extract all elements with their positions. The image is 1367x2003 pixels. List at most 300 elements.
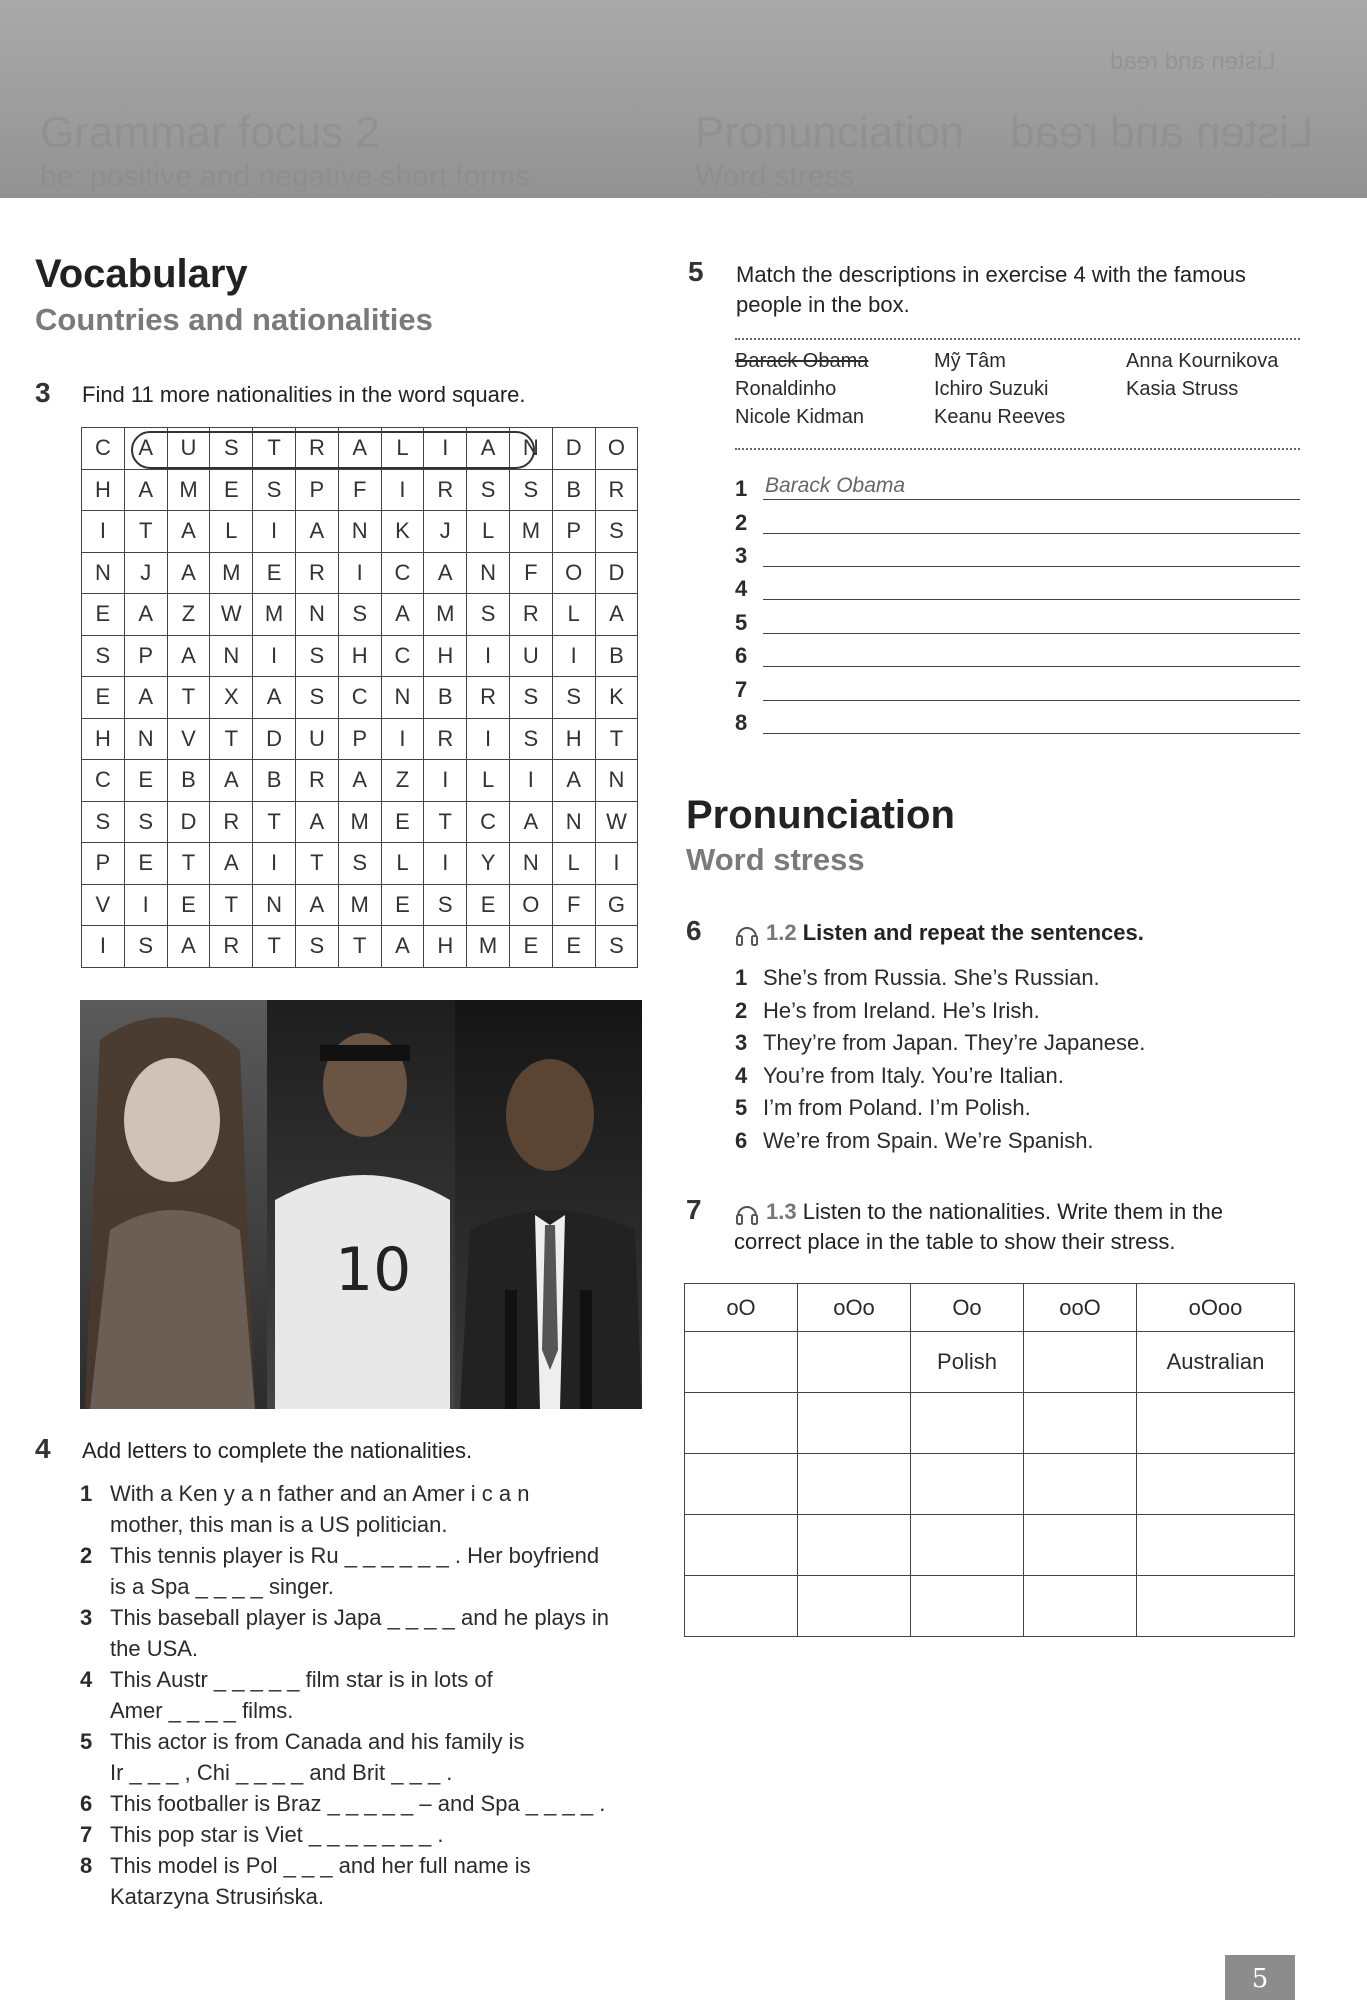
- ghost-text: Listen and read: [1010, 108, 1314, 157]
- word-square-cell[interactable]: M: [210, 552, 253, 594]
- item-number: 7: [80, 1822, 93, 1847]
- answer-number: 5: [735, 610, 748, 635]
- word-square-cell[interactable]: C: [381, 635, 424, 677]
- item-text: mother, this man is a US politician.: [110, 1512, 448, 1537]
- stress-cell[interactable]: [911, 1454, 1024, 1515]
- word-square-cell[interactable]: E: [467, 884, 510, 926]
- word-square-cell[interactable]: P: [124, 635, 167, 677]
- word-square-cell[interactable]: F: [552, 884, 595, 926]
- stress-cell[interactable]: [1137, 1515, 1295, 1576]
- word-square-cell[interactable]: S: [338, 843, 381, 885]
- word-square-cell[interactable]: A: [424, 552, 467, 594]
- list-item: [735, 995, 1295, 1028]
- item-number: 5: [80, 1729, 93, 1754]
- word-square-cell[interactable]: S: [253, 469, 296, 511]
- item-text: This actor is from Canada and his family is: [110, 1729, 525, 1754]
- word-square-cell[interactable]: X: [210, 677, 253, 719]
- stress-cell[interactable]: [798, 1454, 911, 1515]
- answer-number: 4: [735, 576, 748, 601]
- word-square-cell[interactable]: A: [595, 594, 638, 636]
- word-square-cell[interactable]: U: [167, 428, 210, 470]
- word-square-cell[interactable]: A: [509, 801, 552, 843]
- word-square-cell[interactable]: B: [595, 635, 638, 677]
- item-text: This baseball player is Japa _ _ _ _ and he plays in: [110, 1605, 609, 1630]
- word-square-cell[interactable]: S: [509, 677, 552, 719]
- item-number: 3: [80, 1605, 93, 1630]
- item-number: 6: [735, 1127, 748, 1153]
- word-square-cell[interactable]: I: [82, 926, 125, 968]
- word-square-cell[interactable]: A: [381, 594, 424, 636]
- word-square-cell[interactable]: Y: [467, 843, 510, 885]
- item-text: This footballer is Braz _ _ _ _ _ – and Spa _ _ _ _ .: [110, 1791, 606, 1816]
- word-square-cell[interactable]: T: [295, 843, 338, 885]
- word-square-cell[interactable]: R: [467, 677, 510, 719]
- word-square-cell[interactable]: I: [381, 718, 424, 760]
- answer-line[interactable]: [735, 537, 1300, 571]
- stress-header: ooO: [1024, 1284, 1137, 1332]
- word-square-cell[interactable]: H: [338, 635, 381, 677]
- ex4-list: [80, 1478, 650, 1912]
- word-square-cell[interactable]: J: [124, 552, 167, 594]
- item-text: She’s from Russia. She’s Russian.: [763, 965, 1100, 990]
- word-square-cell[interactable]: L: [210, 511, 253, 553]
- word-square-cell[interactable]: R: [509, 594, 552, 636]
- word-square-cell[interactable]: M: [338, 801, 381, 843]
- word-square-cell[interactable]: N: [124, 718, 167, 760]
- word-square-row: [82, 801, 638, 843]
- answer-number: 1: [735, 476, 748, 501]
- word-square-cell[interactable]: T: [338, 926, 381, 968]
- stress-cell[interactable]: [798, 1515, 911, 1576]
- stress-header: oOo: [798, 1284, 911, 1332]
- word-square-cell[interactable]: N: [253, 884, 296, 926]
- ghost-text: be: positive and negative short forms: [40, 160, 531, 193]
- stress-cell[interactable]: [798, 1332, 911, 1393]
- exercise-number: 3: [35, 377, 51, 408]
- word-square-cell[interactable]: M: [338, 884, 381, 926]
- word-square-cell[interactable]: I: [253, 843, 296, 885]
- instruction-line: people in the box.: [736, 292, 910, 317]
- word-square-cell[interactable]: O: [552, 552, 595, 594]
- stress-cell[interactable]: [1024, 1332, 1137, 1393]
- page-number: 5: [1225, 1955, 1295, 2000]
- list-item: [735, 962, 1295, 995]
- word-square-cell[interactable]: A: [381, 926, 424, 968]
- stress-cell[interactable]: [1024, 1454, 1137, 1515]
- word-square-cell[interactable]: T: [424, 801, 467, 843]
- word-square-cell[interactable]: S: [295, 677, 338, 719]
- word-square-cell[interactable]: S: [552, 677, 595, 719]
- item-number: 6: [80, 1791, 93, 1816]
- header-band: [0, 0, 1367, 198]
- word-square-cell[interactable]: S: [210, 428, 253, 470]
- word-square-cell[interactable]: U: [295, 718, 338, 760]
- word-square-cell[interactable]: T: [210, 718, 253, 760]
- list-item: [735, 1060, 1295, 1093]
- name-item: Anna Kournikova: [1126, 350, 1279, 372]
- word-square-cell[interactable]: M: [167, 469, 210, 511]
- word-square-cell[interactable]: Z: [381, 760, 424, 802]
- list-item: [80, 1602, 650, 1664]
- word-square-cell[interactable]: S: [295, 635, 338, 677]
- word-square-cell[interactable]: I: [467, 718, 510, 760]
- word-square-cell[interactable]: F: [509, 552, 552, 594]
- word-square-cell[interactable]: A: [167, 926, 210, 968]
- stress-cell[interactable]: [1137, 1454, 1295, 1515]
- list-item: [735, 1027, 1295, 1060]
- name-item: Mỹ Tâm: [934, 350, 1006, 372]
- ghost-text: Grammar focus 2: [40, 108, 380, 157]
- names-box: [735, 338, 1300, 450]
- item-text: Ir _ _ _ , Chi _ _ _ _ and Brit _ _ _ .: [110, 1760, 453, 1785]
- stress-cell[interactable]: [1024, 1515, 1137, 1576]
- list-item: [80, 1850, 650, 1912]
- word-square-cell[interactable]: T: [595, 718, 638, 760]
- answer-number: 8: [735, 710, 748, 735]
- answer-number: 3: [735, 543, 748, 568]
- word-square-cell[interactable]: A: [124, 677, 167, 719]
- word-square-cell[interactable]: R: [424, 718, 467, 760]
- word-square-cell[interactable]: S: [509, 718, 552, 760]
- word-square-cell[interactable]: E: [82, 677, 125, 719]
- answer-number: 6: [735, 643, 748, 668]
- stress-cell[interactable]: Polish: [911, 1332, 1024, 1393]
- word-square-cell[interactable]: E: [167, 884, 210, 926]
- word-square-cell[interactable]: I: [338, 552, 381, 594]
- stress-cell[interactable]: [685, 1454, 798, 1515]
- word-square-cell[interactable]: E: [210, 469, 253, 511]
- word-square-cell[interactable]: T: [167, 677, 210, 719]
- word-square-cell[interactable]: A: [467, 428, 510, 470]
- word-square-cell[interactable]: A: [295, 801, 338, 843]
- answer-line[interactable]: [735, 604, 1300, 638]
- word-square-cell[interactable]: A: [210, 843, 253, 885]
- word-square-cell[interactable]: E: [552, 926, 595, 968]
- stress-cell[interactable]: [1137, 1393, 1295, 1454]
- answer-line[interactable]: [735, 704, 1300, 738]
- word-square-row: [82, 511, 638, 553]
- instruction-text: Listen and repeat the sentences.: [802, 920, 1144, 945]
- exercise-instruction: [734, 918, 1144, 948]
- answer-line[interactable]: [735, 570, 1300, 604]
- word-square-cell[interactable]: T: [124, 511, 167, 553]
- word-square-cell[interactable]: N: [509, 428, 552, 470]
- word-square-cell[interactable]: E: [253, 552, 296, 594]
- item-text: is a Spa _ _ _ _ singer.: [110, 1574, 334, 1599]
- word-square-cell[interactable]: D: [595, 552, 638, 594]
- word-square-cell[interactable]: P: [82, 843, 125, 885]
- word-square-cell[interactable]: N: [295, 594, 338, 636]
- word-square-row: [82, 635, 638, 677]
- word-square-cell[interactable]: I: [424, 843, 467, 885]
- word-square-row: [82, 760, 638, 802]
- name-item: Kasia Struss: [1126, 378, 1239, 400]
- word-square-cell[interactable]: C: [467, 801, 510, 843]
- word-square-cell[interactable]: I: [253, 635, 296, 677]
- word-square-row: [82, 552, 638, 594]
- word-square-cell[interactable]: O: [509, 884, 552, 926]
- word-square-cell[interactable]: M: [467, 926, 510, 968]
- word-square-cell[interactable]: S: [338, 594, 381, 636]
- word-square-cell[interactable]: T: [167, 843, 210, 885]
- item-text: We’re from Spain. We’re Spanish.: [763, 1127, 1094, 1153]
- word-square-cell[interactable]: A: [295, 511, 338, 553]
- item-number: 4: [80, 1667, 93, 1692]
- word-square-cell[interactable]: L: [467, 760, 510, 802]
- word-square-cell[interactable]: N: [82, 552, 125, 594]
- word-square-cell[interactable]: N: [595, 760, 638, 802]
- list-item: [80, 1819, 650, 1850]
- word-square-cell[interactable]: C: [338, 677, 381, 719]
- word-square-cell[interactable]: I: [595, 843, 638, 885]
- word-square-cell[interactable]: R: [424, 469, 467, 511]
- word-square-cell[interactable]: S: [295, 926, 338, 968]
- word-square-cell[interactable]: L: [467, 511, 510, 553]
- word-square-cell[interactable]: A: [253, 677, 296, 719]
- word-square-cell[interactable]: N: [509, 843, 552, 885]
- answer-text: Barack Obama: [765, 474, 906, 497]
- word-square-row: [82, 677, 638, 719]
- word-square-cell[interactable]: B: [424, 677, 467, 719]
- word-square-cell[interactable]: A: [210, 760, 253, 802]
- word-square-cell[interactable]: C: [82, 760, 125, 802]
- word-square-cell[interactable]: C: [381, 552, 424, 594]
- stress-cell[interactable]: [685, 1393, 798, 1454]
- word-square-cell[interactable]: L: [381, 428, 424, 470]
- word-square-cell[interactable]: A: [124, 594, 167, 636]
- stress-cell[interactable]: Australian: [1137, 1332, 1295, 1393]
- word-square-cell[interactable]: I: [424, 760, 467, 802]
- name-item: Ronaldinho: [735, 378, 837, 400]
- word-square-cell[interactable]: S: [82, 635, 125, 677]
- word-square-cell[interactable]: A: [295, 884, 338, 926]
- word-square-cell[interactable]: C: [82, 428, 125, 470]
- word-square-cell[interactable]: D: [253, 718, 296, 760]
- answer-number: 7: [735, 677, 748, 702]
- name-item: Keanu Reeves: [934, 406, 1066, 428]
- word-square-cell[interactable]: S: [124, 801, 167, 843]
- stress-cell[interactable]: [798, 1576, 911, 1637]
- stress-cell[interactable]: [1024, 1576, 1137, 1637]
- word-square-cell[interactable]: L: [552, 843, 595, 885]
- word-square-cell[interactable]: A: [167, 635, 210, 677]
- word-square-cell[interactable]: H: [552, 718, 595, 760]
- list-item: [80, 1726, 650, 1788]
- word-square-cell[interactable]: I: [82, 511, 125, 553]
- word-square-cell[interactable]: J: [424, 511, 467, 553]
- item-text: Amer _ _ _ _ films.: [110, 1698, 294, 1723]
- track-number: 1.3: [766, 1199, 797, 1224]
- item-number: 4: [735, 1062, 748, 1088]
- svg-text:10: 10: [335, 1235, 412, 1305]
- word-square-cell[interactable]: E: [124, 843, 167, 885]
- instruction-line: Match the descriptions in exercise 4 with the famous: [736, 262, 1246, 287]
- word-square-cell[interactable]: A: [338, 428, 381, 470]
- instruction-line: correct place in the table to show their stress.: [734, 1229, 1176, 1254]
- stress-cell[interactable]: [911, 1515, 1024, 1576]
- item-text: This tennis player is Ru _ _ _ _ _ _ . Her boyfriend: [110, 1543, 600, 1568]
- section-title-vocabulary: Vocabulary: [35, 252, 248, 296]
- word-square-cell[interactable]: P: [295, 469, 338, 511]
- word-square-cell[interactable]: T: [210, 884, 253, 926]
- word-square-cell[interactable]: I: [467, 635, 510, 677]
- word-square-cell[interactable]: I: [124, 884, 167, 926]
- word-square-cell[interactable]: S: [82, 801, 125, 843]
- word-square-cell[interactable]: F: [338, 469, 381, 511]
- headphones-icon: [734, 1200, 760, 1226]
- item-text: They’re from Japan. They’re Japanese.: [763, 1030, 1146, 1055]
- word-square-cell[interactable]: S: [467, 469, 510, 511]
- word-square-cell[interactable]: O: [595, 428, 638, 470]
- word-square-cell[interactable]: E: [82, 594, 125, 636]
- word-square-cell[interactable]: H: [424, 926, 467, 968]
- word-square-cell[interactable]: S: [595, 511, 638, 553]
- list-item: [80, 1540, 650, 1602]
- ghost-text: Pronunciation: [695, 108, 965, 157]
- headphones-icon: [734, 921, 760, 947]
- list-item: [735, 1092, 1295, 1125]
- stress-cell[interactable]: [911, 1393, 1024, 1454]
- word-square-cell[interactable]: H: [82, 718, 125, 760]
- name-item: Barack Obama: [735, 350, 869, 372]
- stress-cell[interactable]: [685, 1515, 798, 1576]
- item-number: 1: [735, 965, 748, 990]
- word-square-cell[interactable]: I: [381, 469, 424, 511]
- section-subtitle-word-stress: Word stress: [686, 842, 865, 877]
- stress-header: oOoo: [1137, 1284, 1295, 1332]
- name-item: Ichiro Suzuki: [934, 378, 1049, 400]
- answer-line[interactable]: [735, 470, 1300, 504]
- word-square-cell[interactable]: N: [467, 552, 510, 594]
- item-number: 1: [80, 1481, 93, 1506]
- word-square-cell[interactable]: U: [509, 635, 552, 677]
- exercise-number: 6: [686, 915, 702, 946]
- instruction-line: Listen to the nationalities. Write them in the: [802, 1199, 1223, 1224]
- ghost-text: Listen and read: [1110, 48, 1276, 75]
- exercise-number: 4: [35, 1433, 51, 1464]
- stress-cell[interactable]: [1024, 1393, 1137, 1454]
- word-square-cell[interactable]: L: [381, 843, 424, 885]
- word-square-row: [82, 843, 638, 885]
- word-square-cell[interactable]: R: [295, 552, 338, 594]
- word-square-cell[interactable]: E: [509, 926, 552, 968]
- answer-number: 2: [735, 510, 748, 535]
- word-square-cell[interactable]: S: [595, 926, 638, 968]
- word-square-cell[interactable]: A: [552, 760, 595, 802]
- word-square-cell[interactable]: A: [338, 760, 381, 802]
- word-square-cell[interactable]: A: [167, 552, 210, 594]
- word-square: [81, 427, 638, 968]
- word-square-cell[interactable]: A: [124, 469, 167, 511]
- word-square-cell[interactable]: R: [210, 926, 253, 968]
- word-square-cell[interactable]: G: [595, 884, 638, 926]
- word-square-cell[interactable]: E: [124, 760, 167, 802]
- word-square-cell[interactable]: N: [381, 677, 424, 719]
- word-square-cell[interactable]: M: [253, 594, 296, 636]
- answer-line[interactable]: [735, 671, 1300, 705]
- word-square-cell[interactable]: T: [253, 926, 296, 968]
- photo-collage-image: [80, 1000, 642, 1409]
- word-square-cell[interactable]: P: [338, 718, 381, 760]
- item-text: This model is Pol _ _ _ and her full name is: [110, 1853, 531, 1878]
- word-square-cell[interactable]: T: [253, 428, 296, 470]
- word-square-cell[interactable]: B: [253, 760, 296, 802]
- section-subtitle-countries: Countries and nationalities: [35, 302, 433, 337]
- word-square-cell[interactable]: A: [167, 511, 210, 553]
- answer-line[interactable]: [735, 504, 1300, 538]
- word-square-cell[interactable]: S: [467, 594, 510, 636]
- word-square-cell[interactable]: M: [424, 594, 467, 636]
- word-square-cell[interactable]: V: [82, 884, 125, 926]
- word-square-cell[interactable]: N: [552, 801, 595, 843]
- word-square-cell[interactable]: S: [124, 926, 167, 968]
- word-square-cell[interactable]: T: [253, 801, 296, 843]
- word-square-cell[interactable]: R: [210, 801, 253, 843]
- word-square-cell[interactable]: L: [552, 594, 595, 636]
- word-square-cell[interactable]: E: [381, 801, 424, 843]
- item-number: 5: [735, 1095, 748, 1120]
- word-square-cell[interactable]: K: [381, 511, 424, 553]
- stress-cell[interactable]: [1137, 1576, 1295, 1637]
- stress-cell[interactable]: [685, 1576, 798, 1637]
- word-square-cell[interactable]: H: [82, 469, 125, 511]
- word-square-cell[interactable]: B: [167, 760, 210, 802]
- word-square-cell[interactable]: R: [295, 428, 338, 470]
- list-item: [80, 1478, 650, 1540]
- word-square-row: [82, 469, 638, 511]
- item-text: He’s from Ireland. He’s Irish.: [763, 997, 1040, 1023]
- answer-line[interactable]: [735, 637, 1300, 671]
- item-number: 8: [80, 1853, 93, 1878]
- word-square-cell[interactable]: N: [210, 635, 253, 677]
- stress-cell[interactable]: [685, 1332, 798, 1393]
- item-text: the USA.: [110, 1636, 199, 1661]
- word-square-cell[interactable]: P: [552, 511, 595, 553]
- word-square-cell[interactable]: D: [167, 801, 210, 843]
- word-square-cell[interactable]: S: [424, 884, 467, 926]
- word-square-cell[interactable]: I: [509, 760, 552, 802]
- word-square-cell[interactable]: Z: [167, 594, 210, 636]
- word-square-cell[interactable]: N: [338, 511, 381, 553]
- word-square-cell[interactable]: E: [381, 884, 424, 926]
- word-square-cell[interactable]: B: [552, 469, 595, 511]
- word-square-cell[interactable]: R: [295, 760, 338, 802]
- word-square-cell[interactable]: K: [595, 677, 638, 719]
- item-text: This Austr _ _ _ _ _ film star is in lots of: [110, 1667, 493, 1692]
- word-square-cell[interactable]: V: [167, 718, 210, 760]
- item-text: You’re from Italy. You’re Italian.: [763, 1062, 1064, 1088]
- stress-cell[interactable]: [911, 1576, 1024, 1637]
- list-item: [735, 1125, 1295, 1158]
- word-square-cell[interactable]: W: [210, 594, 253, 636]
- word-square-cell[interactable]: R: [595, 469, 638, 511]
- word-square-cell[interactable]: D: [552, 428, 595, 470]
- item-text: With a Ken y a n father and an Amer i c a n: [110, 1481, 530, 1506]
- stress-cell[interactable]: [798, 1393, 911, 1454]
- stress-header: Oo: [911, 1284, 1024, 1332]
- word-square-cell[interactable]: M: [509, 511, 552, 553]
- word-square-cell[interactable]: H: [424, 635, 467, 677]
- word-square-cell[interactable]: A: [124, 428, 167, 470]
- word-square-cell[interactable]: I: [552, 635, 595, 677]
- word-square-row: [82, 594, 638, 636]
- word-square-cell[interactable]: I: [424, 428, 467, 470]
- exercise-instruction: Find 11 more nationalities in the word square.: [82, 382, 526, 407]
- word-square-cell[interactable]: I: [253, 511, 296, 553]
- word-square-cell[interactable]: W: [595, 801, 638, 843]
- word-square-cell[interactable]: S: [509, 469, 552, 511]
- section-title-pronunciation: Pronunciation: [686, 793, 955, 837]
